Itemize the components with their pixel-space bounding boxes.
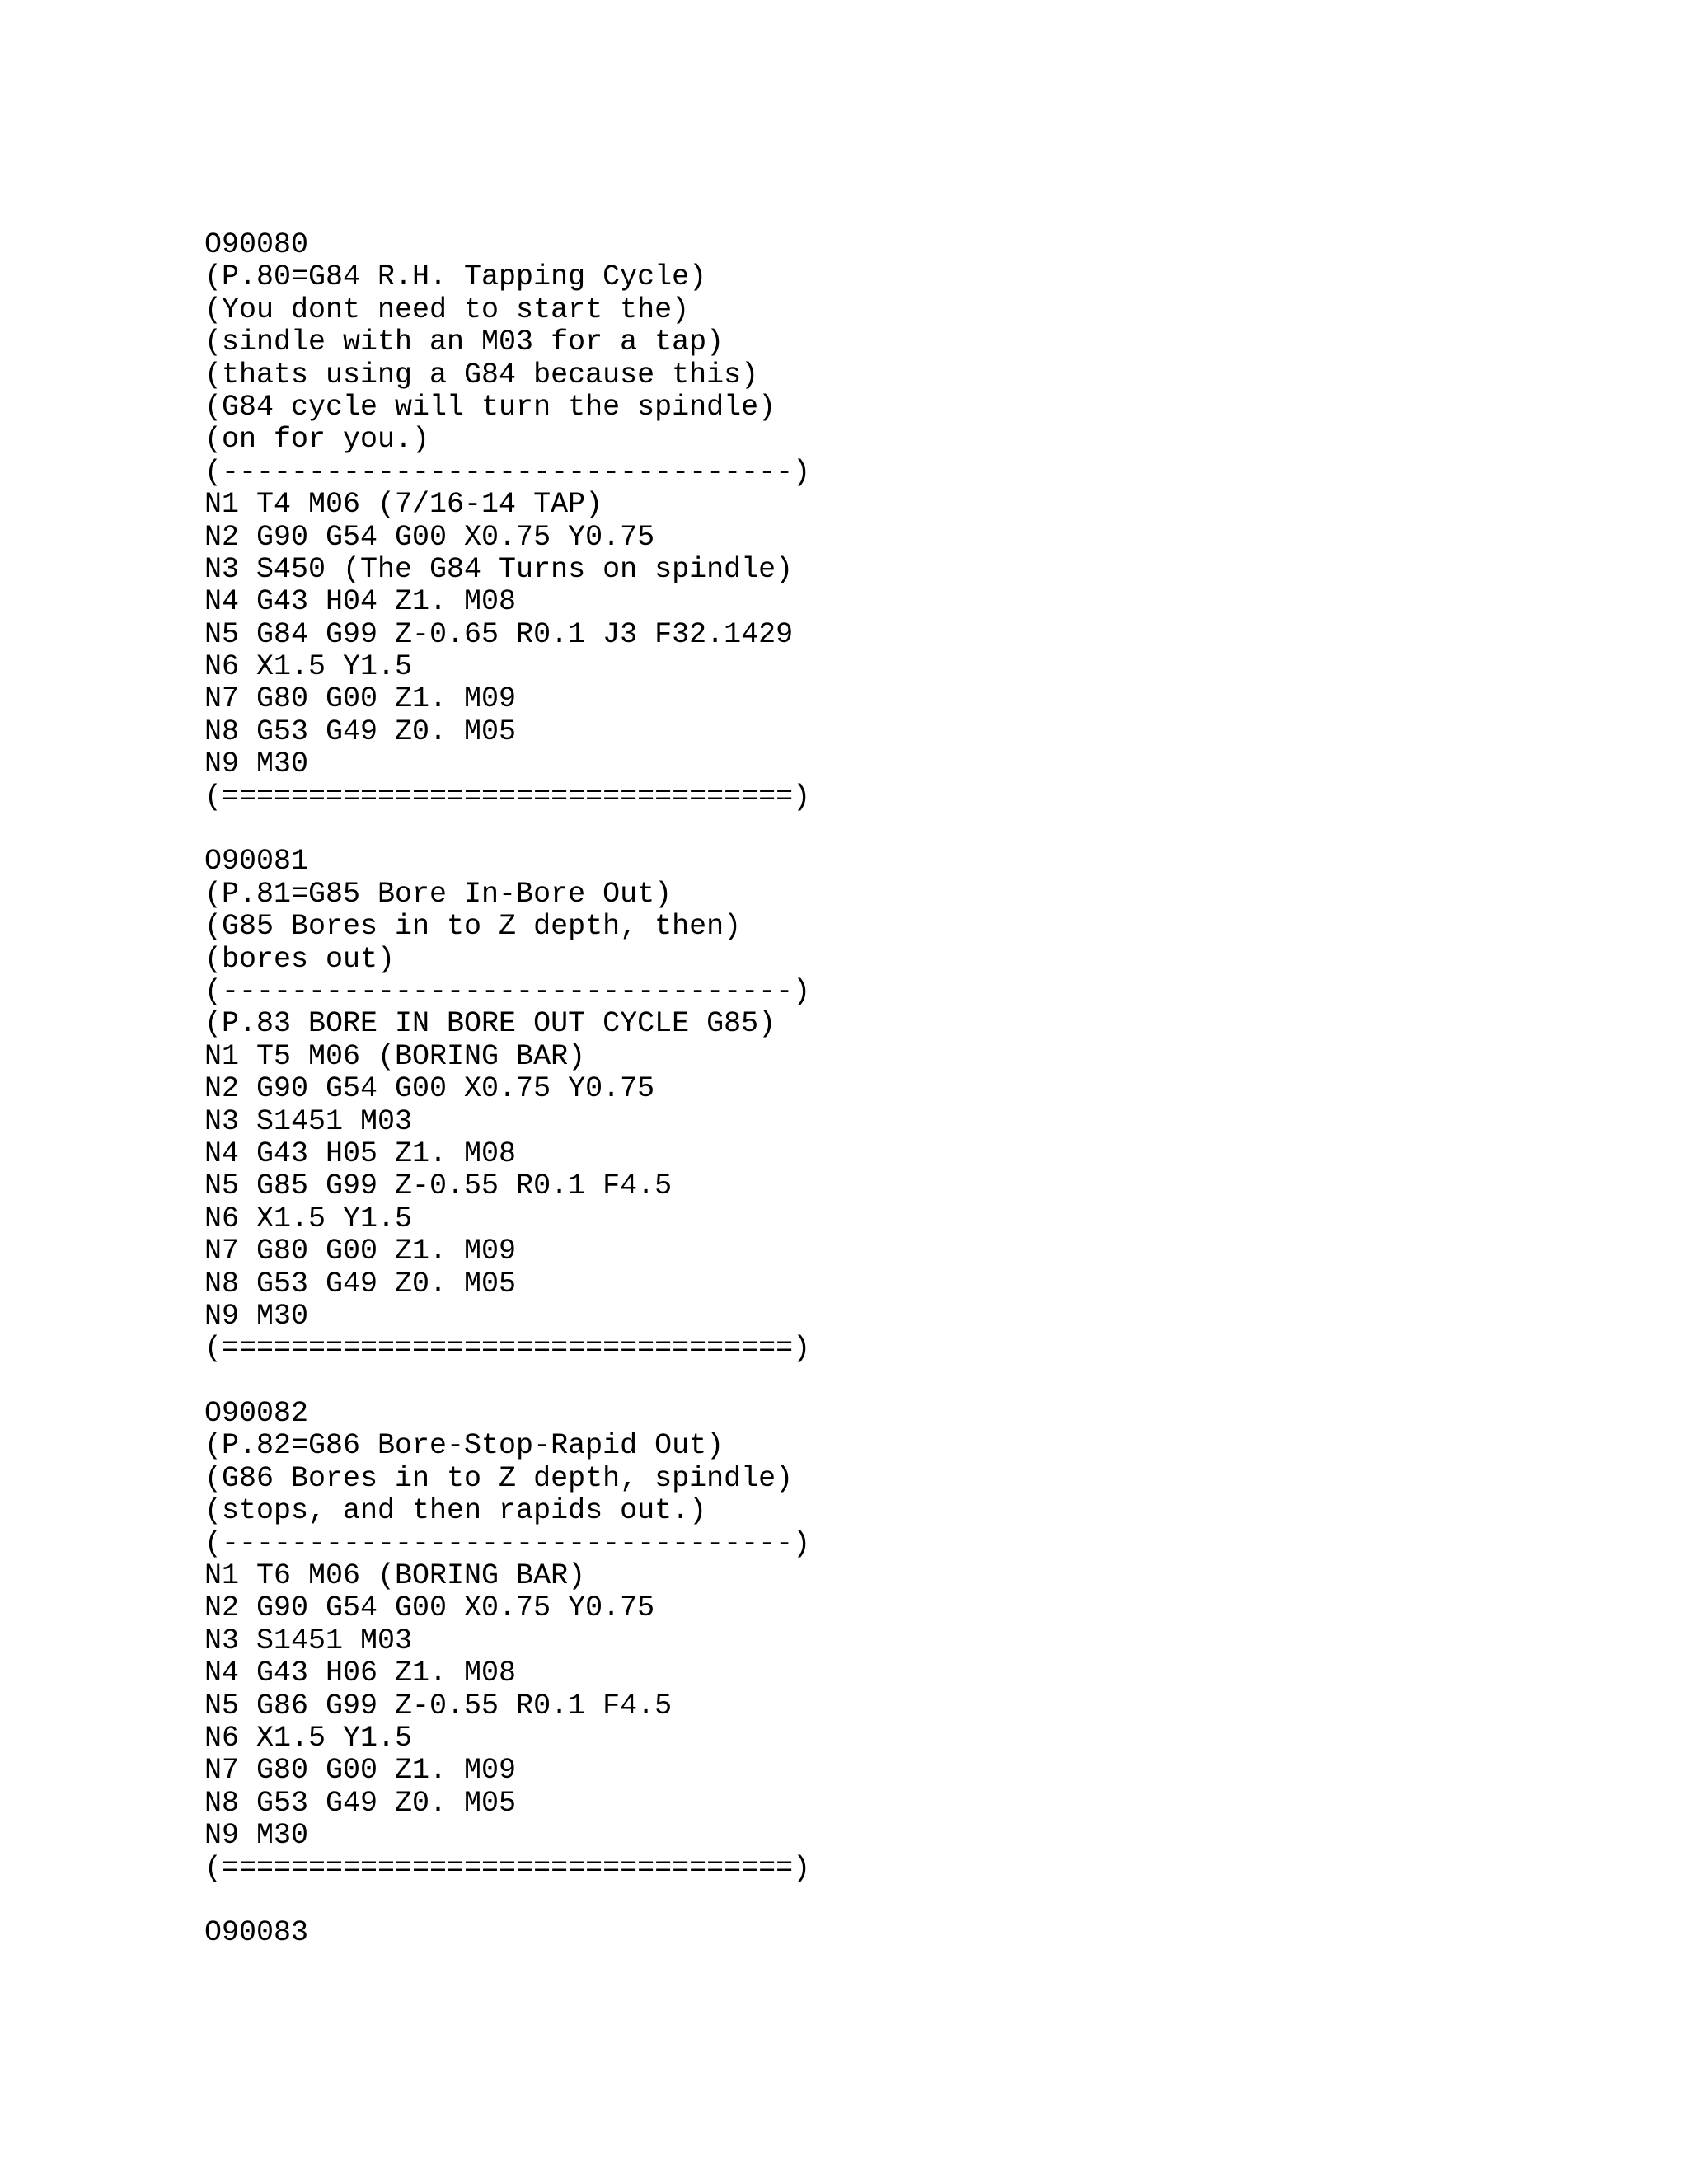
comment-line: (You dont need to start the): [204, 293, 690, 326]
code-line: N8 G53 G49 Z0. M05: [204, 1267, 517, 1301]
comment-line: (P.82=G86 Bore-Stop-Rapid Out): [204, 1429, 724, 1463]
blank-line: [204, 1885, 810, 1917]
blank-line: [204, 813, 810, 846]
code-line: N8 G53 G49 Z0. M05: [204, 715, 517, 748]
code-line: N8 G53 G49 Z0. M05: [204, 1786, 517, 1820]
code-line: N2 G90 G54 G00 X0.75 Y0.75: [204, 520, 655, 554]
code-line: N5 G85 G99 Z-0.55 R0.1 F4.5: [204, 1169, 673, 1203]
code-line: N5 G84 G99 Z-0.65 R0.1 J3 F32.1429: [204, 617, 794, 651]
code-line: N3 S1451 M03: [204, 1624, 413, 1657]
code-line: N7 G80 G00 Z1. M09: [204, 682, 517, 716]
program-number-90081: O90081: [204, 845, 309, 879]
code-line: N2 G90 G54 G00 X0.75 Y0.75: [204, 1072, 655, 1106]
comment-line: (thats using a G84 because this): [204, 358, 759, 391]
equals-separator: (=================================): [204, 780, 811, 813]
blank-line: [204, 1366, 810, 1398]
code-line: N1 T6 M06 (BORING BAR): [204, 1559, 586, 1593]
program-number-90080: O90080: [204, 228, 309, 261]
equals-separator: (=================================): [204, 1851, 811, 1885]
comment-line: (P.83 BORE IN BORE OUT CYCLE G85): [204, 1007, 776, 1041]
code-line: N5 G86 G99 Z-0.55 R0.1 F4.5: [204, 1689, 673, 1722]
comment-line: (bores out): [204, 942, 396, 976]
code-line: N6 X1.5 Y1.5: [204, 1202, 413, 1235]
program-number-90083: O90083: [204, 1916, 309, 1950]
program-number-90082: O90082: [204, 1397, 309, 1431]
comment-line: (G86 Bores in to Z depth, spindle): [204, 1461, 794, 1495]
code-line: N4 G43 H06 Z1. M08: [204, 1657, 517, 1690]
comment-line: (stops, and then rapids out.): [204, 1494, 707, 1528]
code-line: N2 G90 G54 G00 X0.75 Y0.75: [204, 1591, 655, 1625]
code-line: N1 T5 M06 (BORING BAR): [204, 1039, 586, 1073]
code-line: N4 G43 H05 Z1. M08: [204, 1137, 517, 1170]
code-line: N1 T4 M06 (7/16-14 TAP): [204, 488, 603, 522]
equals-separator: (=================================): [204, 1332, 811, 1366]
code-line: N9 M30: [204, 748, 309, 781]
comment-line: (on for you.): [204, 423, 430, 457]
code-line: N4 G43 H04 Z1. M08: [204, 585, 517, 619]
comment-line: (P.81=G85 Bore In-Bore Out): [204, 877, 673, 911]
code-line: N3 S1451 M03: [204, 1104, 413, 1138]
dash-separator: (---------------------------------): [204, 455, 811, 489]
code-line: N6 X1.5 Y1.5: [204, 650, 413, 684]
code-line: N7 G80 G00 Z1. M09: [204, 1235, 517, 1268]
code-line: N9 M30: [204, 1299, 309, 1333]
comment-line: (G84 cycle will turn the spindle): [204, 390, 776, 424]
comment-line: (sindle with an M03 for a tap): [204, 326, 724, 359]
dash-separator: (---------------------------------): [204, 974, 811, 1008]
gcode-listing: [204, 229, 810, 1950]
code-line: N9 M30: [204, 1819, 309, 1853]
dash-separator: (---------------------------------): [204, 1526, 811, 1560]
comment-line: (G85 Bores in to Z depth, then): [204, 910, 742, 944]
code-line: N6 X1.5 Y1.5: [204, 1721, 413, 1755]
code-line: N3 S450 (The G84 Turns on spindle): [204, 552, 794, 586]
comment-line: (P.80=G84 R.H. Tapping Cycle): [204, 260, 707, 294]
code-line: N7 G80 G00 Z1. M09: [204, 1754, 517, 1788]
